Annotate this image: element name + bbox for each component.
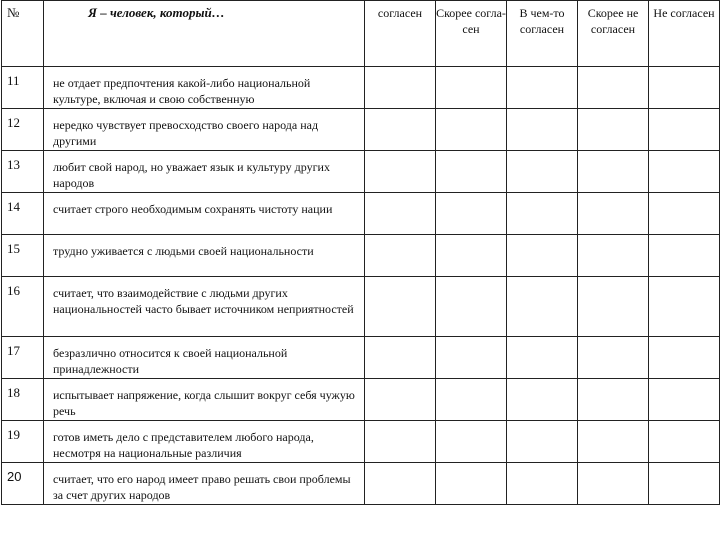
- row-statement: готов иметь дело с представителем любого народа, несмотря на национальные различия: [44, 421, 365, 463]
- row-number: 20: [2, 463, 44, 505]
- row-number: 14: [2, 193, 44, 235]
- answer-cell-disagree[interactable]: [649, 109, 720, 151]
- answer-cell-rather-disagree[interactable]: [578, 67, 649, 109]
- table-row: [2, 421, 720, 463]
- header-option-rather-agree: Скорее согла-сен: [436, 1, 507, 67]
- row-number: 17: [2, 337, 44, 379]
- answer-cell-agree[interactable]: [365, 151, 436, 193]
- answer-cell-agree[interactable]: [365, 337, 436, 379]
- answer-cell-disagree[interactable]: [649, 193, 720, 235]
- answer-cell-disagree[interactable]: [649, 463, 720, 505]
- answer-cell-partly-agree[interactable]: [507, 235, 578, 277]
- row-number: 15: [2, 235, 44, 277]
- answer-cell-partly-agree[interactable]: [507, 193, 578, 235]
- answer-cell-rather-agree[interactable]: [436, 67, 507, 109]
- table-row: [2, 109, 720, 151]
- table-row: [2, 235, 720, 277]
- answer-cell-agree[interactable]: [365, 193, 436, 235]
- answer-cell-partly-agree[interactable]: [507, 421, 578, 463]
- answer-cell-agree[interactable]: [365, 379, 436, 421]
- table-row: [2, 277, 720, 337]
- answer-cell-rather-agree[interactable]: [436, 151, 507, 193]
- answer-cell-partly-agree[interactable]: [507, 379, 578, 421]
- answer-cell-agree[interactable]: [365, 463, 436, 505]
- answer-cell-partly-agree[interactable]: [507, 337, 578, 379]
- row-statement: считает, что его народ имеет право решать свои проблемы за счет других народов: [44, 463, 365, 505]
- answer-cell-agree[interactable]: [365, 109, 436, 151]
- answer-cell-agree[interactable]: [365, 67, 436, 109]
- answer-cell-partly-agree[interactable]: [507, 463, 578, 505]
- attitude-survey-table: [1, 0, 720, 505]
- table-row: [2, 193, 720, 235]
- answer-cell-disagree[interactable]: [649, 379, 720, 421]
- table-row: [2, 151, 720, 193]
- row-number: 16: [2, 277, 44, 337]
- row-statement: испытывает напряжение, когда слышит вокруг себя чужую речь: [44, 379, 365, 421]
- answer-cell-disagree[interactable]: [649, 235, 720, 277]
- answer-cell-rather-disagree[interactable]: [578, 235, 649, 277]
- answer-cell-disagree[interactable]: [649, 151, 720, 193]
- row-number: 18: [2, 379, 44, 421]
- answer-cell-rather-disagree[interactable]: [578, 109, 649, 151]
- answer-cell-rather-agree[interactable]: [436, 421, 507, 463]
- answer-cell-partly-agree[interactable]: [507, 277, 578, 337]
- header-statement: [44, 1, 365, 67]
- header-statement-text: Я – человек, который…: [88, 5, 225, 20]
- answer-cell-rather-agree[interactable]: [436, 337, 507, 379]
- header-number: №: [2, 1, 44, 67]
- row-statement: безразлично относится к своей национальной принадлежности: [44, 337, 365, 379]
- answer-cell-rather-disagree[interactable]: [578, 277, 649, 337]
- header-option-rather-disagree: Скорее не согласен: [578, 1, 649, 67]
- answer-cell-rather-disagree[interactable]: [578, 151, 649, 193]
- answer-cell-partly-agree[interactable]: [507, 109, 578, 151]
- answer-cell-rather-disagree[interactable]: [578, 421, 649, 463]
- row-number: 12: [2, 109, 44, 151]
- answer-cell-partly-agree[interactable]: [507, 151, 578, 193]
- answer-cell-rather-agree[interactable]: [436, 109, 507, 151]
- answer-cell-partly-agree[interactable]: [507, 67, 578, 109]
- answer-cell-agree[interactable]: [365, 235, 436, 277]
- answer-cell-rather-agree[interactable]: [436, 379, 507, 421]
- row-number: 19: [2, 421, 44, 463]
- row-statement: считает строго необходимым сохранять чистоту нации: [44, 193, 365, 235]
- row-number: 11: [2, 67, 44, 109]
- header-option-agree: согласен: [365, 1, 436, 67]
- answer-cell-rather-agree[interactable]: [436, 193, 507, 235]
- row-statement: нередко чувствует превосходство своего народа над другими: [44, 109, 365, 151]
- answer-cell-rather-agree[interactable]: [436, 463, 507, 505]
- answer-cell-agree[interactable]: [365, 277, 436, 337]
- answer-cell-rather-disagree[interactable]: [578, 379, 649, 421]
- answer-cell-rather-disagree[interactable]: [578, 337, 649, 379]
- table-row: [2, 379, 720, 421]
- header-row: [2, 1, 720, 67]
- answer-cell-disagree[interactable]: [649, 337, 720, 379]
- answer-cell-rather-agree[interactable]: [436, 277, 507, 337]
- header-option-disagree: Не согласен: [649, 1, 720, 67]
- answer-cell-rather-agree[interactable]: [436, 235, 507, 277]
- answer-cell-disagree[interactable]: [649, 421, 720, 463]
- row-statement: не отдает предпочтения какой-либо национальной культуре, включая и свою собственную: [44, 67, 365, 109]
- table-row: [2, 67, 720, 109]
- answer-cell-rather-disagree[interactable]: [578, 463, 649, 505]
- table-row: [2, 337, 720, 379]
- answer-cell-disagree[interactable]: [649, 277, 720, 337]
- row-number: 13: [2, 151, 44, 193]
- row-statement: любит свой народ, но уважает язык и культуру других народов: [44, 151, 365, 193]
- header-option-partly-agree: В чем-то согласен: [507, 1, 578, 67]
- row-statement: трудно уживается с людьми своей национальности: [44, 235, 365, 277]
- answer-cell-disagree[interactable]: [649, 67, 720, 109]
- row-statement: считает, что взаимодействие с людьми других национальностей часто бывает источником неприятностей: [44, 277, 365, 337]
- answer-cell-agree[interactable]: [365, 421, 436, 463]
- table-row: [2, 463, 720, 505]
- answer-cell-rather-disagree[interactable]: [578, 193, 649, 235]
